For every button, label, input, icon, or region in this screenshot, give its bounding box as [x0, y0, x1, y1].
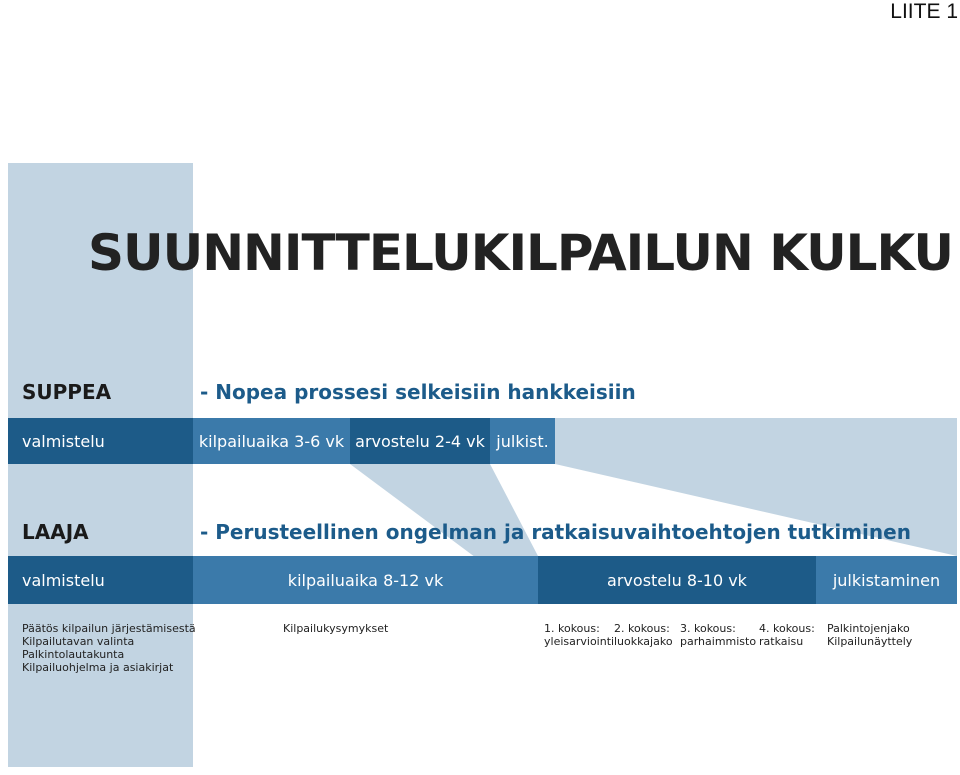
suppea-segment-arvostelu: arvostelu 2-4 vk: [350, 418, 490, 464]
suppea-segment-valmistelu: valmistelu: [8, 418, 193, 464]
page-title: SUUNNITTELUKILPAILUN KULKU: [88, 224, 953, 282]
laaja-segment-julkistaminen: julkistaminen: [816, 556, 957, 604]
meeting-3-note: [680, 622, 756, 648]
note-line: Päätös kilpailun järjestämisestä: [22, 622, 196, 635]
laaja-segment-valmistelu: valmistelu: [8, 556, 193, 604]
laaja-label: LAAJA: [22, 520, 89, 544]
note-line: Kilpailutavan valinta: [22, 635, 135, 648]
laaja-segment-kilpailuaika: kilpailuaika 8-12 vk: [193, 556, 538, 604]
meeting-2-note: [614, 622, 673, 648]
meeting-title: 3. kokous:: [680, 622, 736, 635]
meeting-4-note: [759, 622, 815, 648]
meeting-detail: yleisarviointi: [544, 635, 615, 648]
meeting-1-note: [544, 622, 614, 648]
suppea-segment-kilpailuaika: kilpailuaika 3-6 vk: [193, 418, 350, 464]
meeting-title: 2. kokous:: [614, 622, 670, 635]
meeting-detail: ratkaisu: [759, 635, 804, 648]
note-line: Palkintolautakunta: [22, 648, 125, 661]
meeting-title: 1. kokous:: [544, 622, 600, 635]
note-line: Kilpailunäyttely: [827, 635, 913, 648]
corner-label: LIITE 1: [890, 0, 958, 23]
kilpailuaika-notes: [283, 622, 388, 635]
suppea-description: - Nopea prossesi selkeisiin hankkeisiin: [200, 380, 636, 404]
note-line: Kilpailukysymykset: [283, 622, 389, 635]
meeting-detail: luokkajako: [614, 635, 673, 648]
laaja-description: - Perusteellinen ongelman ja ratkaisuvaihtoehtojen tutkiminen: [200, 520, 911, 544]
meeting-title: 4. kokous:: [759, 622, 815, 635]
valmistelu-notes: [22, 622, 196, 674]
julkistaminen-notes: [827, 622, 912, 648]
meeting-detail: parhaimmisto: [680, 635, 757, 648]
laaja-segment-arvostelu: arvostelu 8-10 vk: [538, 556, 816, 604]
suppea-segment-julkistaminen: julkist.: [490, 418, 555, 464]
suppea-label: SUPPEA: [22, 380, 112, 404]
note-line: Palkintojenjako: [827, 622, 910, 635]
note-line: Kilpailuohjelma ja asiakirjat: [22, 661, 174, 674]
